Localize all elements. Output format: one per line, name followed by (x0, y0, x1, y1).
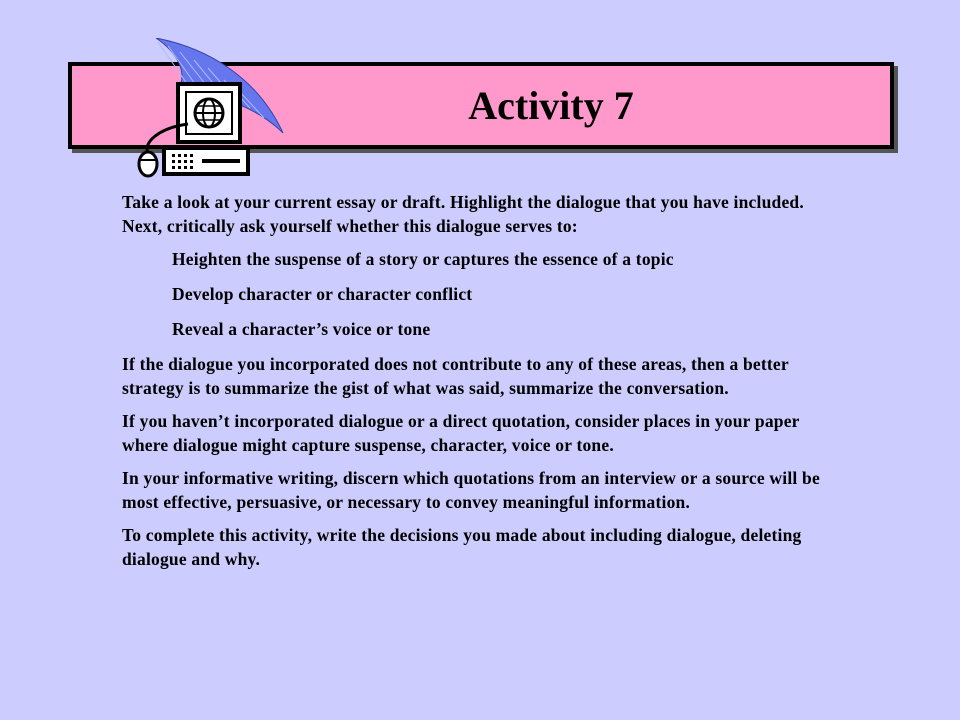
informative-paragraph: In your informative writing, discern which quotations from an interview or a source will be most effective, persuasive, or necessary to convey meaningful information. (122, 468, 820, 512)
list-item: Heighten the suspense of a story or captures the essence of a topic (172, 249, 674, 269)
summarize-paragraph: If the dialogue you incorporated does not contribute to any of these areas, then a better strategy is to summarize the gist of what was said, summarize the conversation. (122, 354, 789, 398)
content-body (122, 190, 842, 580)
complete-activity-paragraph: To complete this activity, write the decisions you made about including dialogue, deleting dialogue and why. (122, 525, 802, 569)
computer-globe-icon (98, 38, 288, 188)
list-item: Reveal a character’s voice or tone (172, 319, 431, 339)
intro-paragraph: Take a look at your current essay or draft. Highlight the dialogue that you have included. Next, critically ask yourself whether this dialogue serves to: (122, 192, 804, 236)
quotation-paragraph: If you haven’t incorporated dialogue or a direct quotation, consider places in your paper where dialogue might capture suspense, character, voice or tone. (122, 411, 800, 455)
list-item: Develop character or character conflict (172, 284, 473, 304)
page-title: Activity 7 (468, 83, 634, 128)
